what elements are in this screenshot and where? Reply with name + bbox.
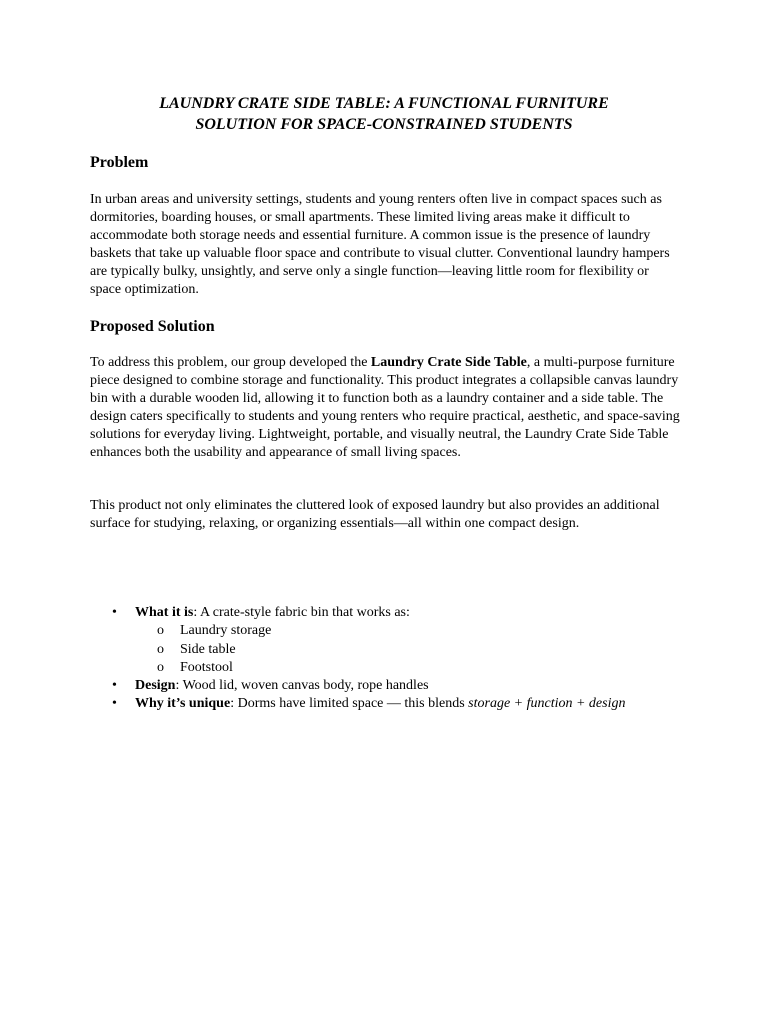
- solution-paragraph: [90, 354, 680, 461]
- problem-heading: Problem: [90, 154, 149, 171]
- document-title: [90, 93, 678, 135]
- list-item-what: [90, 604, 690, 677]
- list-item-unique: [90, 695, 690, 713]
- sub-list-item: [135, 641, 690, 659]
- solution-paragraph-2: This product not only eliminates the cluttered look of exposed laundry but also provides an additional surface for studying, relaxing, or organizing essentials—all within one compact design.: [90, 498, 660, 531]
- solution-heading: Proposed Solution: [90, 318, 215, 335]
- problem-paragraph: In urban areas and university settings, students and young renters often live in compact spaces such as dormitories, boarding houses, or small apartments. These limited living areas make it difficult to accommodate both storage needs and essential furniture. A common issue is the presence of laundry baskets that take up valuable floor space and contribute to visual clutter. Conventional laundry hampers are typically bulky, unsightly, and serve only a single function—leaving little room for flexibility or space optimization.: [90, 192, 670, 297]
- title-line-2: SOLUTION FOR SPACE-CONSTRAINED STUDENTS: [195, 116, 573, 133]
- sub-item-label: Laundry storage: [180, 623, 272, 639]
- what-sublist: [135, 622, 690, 677]
- sub-list-item: [135, 622, 690, 640]
- sub-item-label: Footstool: [180, 659, 233, 675]
- unique-label: Why it’s unique: [135, 696, 231, 712]
- feature-list: [90, 604, 690, 714]
- sub-item-label: Side table: [180, 641, 236, 657]
- sub-list-item: [135, 659, 690, 677]
- design-text: : Wood lid, woven canvas body, rope handles: [175, 678, 429, 694]
- sub-bullet-icon: o: [157, 641, 164, 657]
- solution-text-after: , a multi-purpose furniture piece designed to combine storage and functionality. This product integrates a collapsible canvas laundry bin with a durable wooden lid, allowing it to function both as a laundry container and a side table. The design caters specifically to students and young renters who require practical, aesthetic, and space-saving solutions for everyday living. Lightweight, portable, and visually neutral, the Laundry Crate Side Table enhances both the usability and appearance of small living spaces.: [90, 355, 680, 460]
- title-line-1: LAUNDRY CRATE SIDE TABLE: A FUNCTIONAL FURNITURE: [159, 95, 609, 112]
- bullet-icon: •: [112, 605, 117, 620]
- product-name: Laundry Crate Side Table: [370, 355, 527, 370]
- bullet-icon: •: [112, 678, 117, 694]
- unique-emphasis: storage + function + design: [468, 696, 626, 712]
- sub-bullet-icon: o: [157, 659, 164, 675]
- design-label: Design: [135, 678, 176, 694]
- bullet-icon: •: [112, 696, 117, 712]
- solution-text-before: To address this problem, our group developed the: [90, 355, 371, 370]
- list-item-design: [90, 677, 690, 695]
- what-text: : A crate-style fabric bin that works as:: [193, 605, 410, 620]
- sub-bullet-icon: o: [157, 623, 164, 639]
- what-label: What it is: [135, 605, 194, 620]
- unique-text: : Dorms have limited space — this blends: [230, 696, 469, 712]
